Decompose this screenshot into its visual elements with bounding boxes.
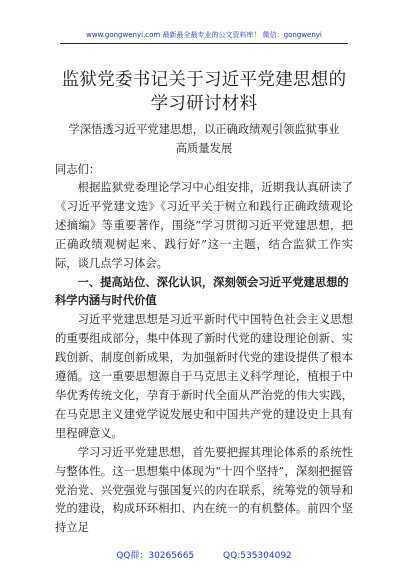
document-subtitle: 学深悟透习近平党建思想，以正确政绩观引领监狱事业高质量发展 xyxy=(68,123,340,155)
qq-group-contact: QQ群：30265665 xyxy=(116,551,195,561)
document-body xyxy=(55,68,353,538)
section-paragraph: 习近平党建思想是习近平新时代中国特色社会主义思想的重要组成部分，集中体现了新时代党的建设理论创新、实践创新、制度创新成果，为加强新时代党的建设提供了根本遵循。这一重要思想源自于马克思主义科学理论，植根于中华优秀传统文化，孕育于新时代全面从严治党的伟大实践，在马克思主义建党学说发展史和中国共产党的建设史上具有里程碑意义。 xyxy=(55,313,353,440)
document-title: 监狱党委书记关于习近平党建思想的学习研讨材料 xyxy=(61,70,347,114)
intro-paragraph: 根据监狱党委理论学习中心组安排，近期我认真研读了《习近平党建文选》《习近平关于树立和践行正确政绩观论述摘编》等重要著作，围绕“学习贯彻习近平党建思想，把正确政绩观树起来、践行好”这一主题，结合监狱工作实际，谈几点学习体会。 xyxy=(55,181,353,270)
page-footer xyxy=(0,548,408,561)
qq-contact: QQ:535304092 xyxy=(223,551,292,561)
section-paragraph: 学习习近平党建思想，首先要把握其理论体系的系统性与整体性。这一思想集中体现为“十四个坚持”，深刻把握管党治党、兴党强党与强国复兴的内在联系，统筹党的领导和党的建设，构成环环相扣、内在统一的有机整体。前四个坚持立足 xyxy=(55,445,353,535)
page-header: www.gongwenyi.com 最新最全最专业的公文资料库！ 微信：gongwenyi xyxy=(86,31,322,39)
salutation: 同志们： xyxy=(55,163,101,176)
section-heading: 一、提高站位、深化认识，深刻领会习近平党建思想的科学内涵与时代价值 xyxy=(55,275,349,308)
header-divider xyxy=(60,43,348,44)
